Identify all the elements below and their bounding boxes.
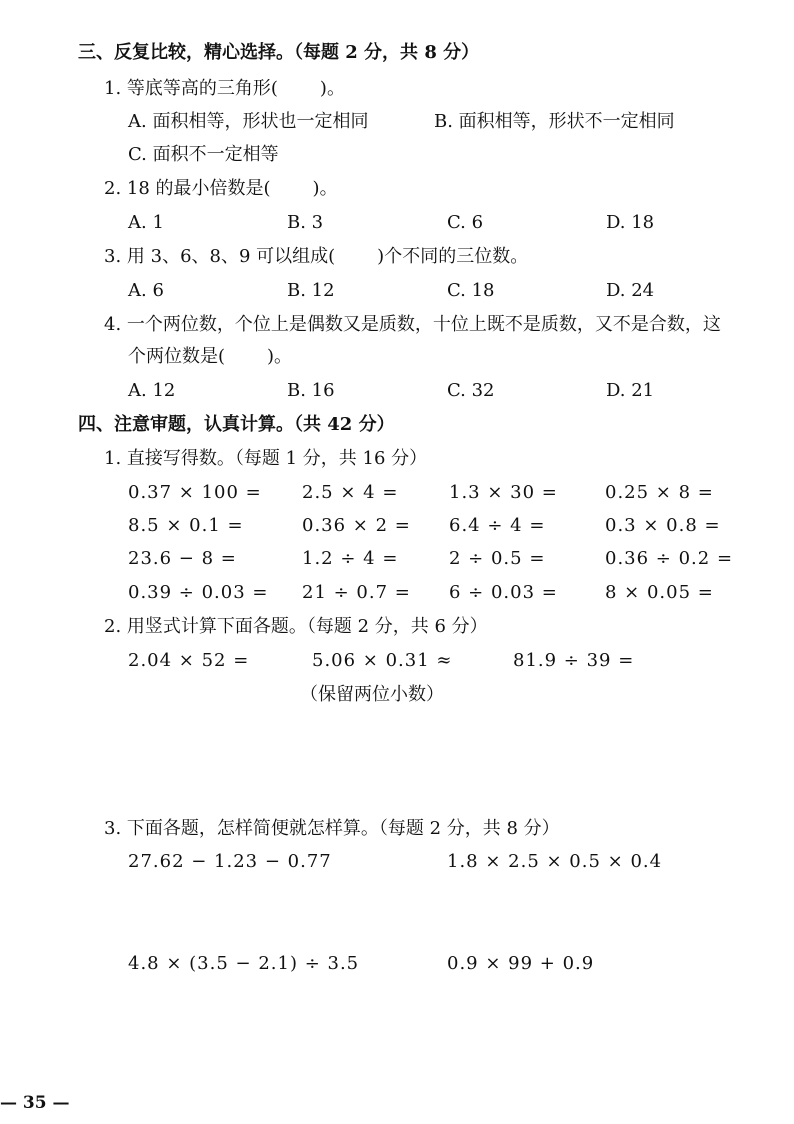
calc-r1-c2: 2.5 × 4 = — [302, 482, 399, 503]
calc-r3-c1: 23.6 − 8 = — [128, 548, 237, 569]
part3-title: 3. 下面各题，怎样简便就怎样算。（每题 2 分，共 8 分） — [104, 818, 560, 839]
calc-r2-c3: 6.4 ÷ 4 = — [449, 515, 546, 536]
calc-r4-c3: 6 ÷ 0.03 = — [449, 582, 558, 603]
q4-option-c: C. 32 — [447, 380, 495, 401]
vertical-calc-3: 81.9 ÷ 39 = — [513, 650, 635, 671]
calc-r1-c3: 1.3 × 30 = — [449, 482, 558, 503]
page-number: — 35 — — [0, 1093, 70, 1113]
calc-r4-c1: 0.39 ÷ 0.03 = — [128, 582, 269, 603]
calc-r2-c1: 8.5 × 0.1 = — [128, 515, 244, 536]
part1-title: 1. 直接写得数。（每题 1 分，共 16 分） — [104, 448, 428, 469]
simplify-calc-3: 4.8 × (3.5 − 2.1) ÷ 3.5 — [128, 953, 360, 974]
simplify-calc-2: 1.8 × 2.5 × 0.5 × 0.4 — [447, 851, 663, 872]
calc-r1-c4: 0.25 × 8 = — [605, 482, 714, 503]
q1-option-b: B. 面积相等，形状不一定相同 — [434, 111, 675, 132]
q2-stem: 2. 18 的最小倍数是( )。 — [104, 178, 338, 199]
q1-option-a: A. 面积相等，形状也一定相同 — [128, 111, 369, 132]
q4-stem-line1: 4. 一个两位数，个位上是偶数又是质数，十位上既不是质数，又不是合数，这 — [104, 314, 721, 335]
section4-title: 四、注意审题，认真计算。（共 42 分） — [78, 414, 395, 435]
calc-r4-c4: 8 × 0.05 = — [605, 582, 714, 603]
vertical-calc-1: 2.04 × 52 = — [128, 650, 250, 671]
q4-option-a: A. 12 — [128, 380, 176, 401]
q4-stem-line2: 个两位数是( )。 — [128, 346, 293, 367]
q2-option-b: B. 3 — [287, 212, 324, 233]
q2-option-c: C. 6 — [447, 212, 484, 233]
simplify-calc-4: 0.9 × 99 + 0.9 — [447, 953, 595, 974]
q1-option-c: C. 面积不一定相等 — [128, 144, 279, 165]
q4-option-d: D. 21 — [606, 380, 655, 401]
calc-r3-c3: 2 ÷ 0.5 = — [449, 548, 546, 569]
q3-option-d: D. 24 — [606, 280, 655, 301]
calc-r4-c2: 21 ÷ 0.7 = — [302, 582, 411, 603]
part2-title: 2. 用竖式计算下面各题。（每题 2 分，共 6 分） — [104, 616, 488, 637]
calc-r1-c1: 0.37 × 100 = — [128, 482, 262, 503]
q3-stem: 3. 用 3、6、8、9 可以组成( )个不同的三位数。 — [104, 246, 529, 267]
q1-stem: 1. 等底等高的三角形( )。 — [104, 78, 345, 99]
q3-option-c: C. 18 — [447, 280, 495, 301]
calc-r2-c2: 0.36 × 2 = — [302, 515, 411, 536]
section3-title: 三、反复比较，精心选择。（每题 2 分，共 8 分） — [78, 42, 480, 63]
vertical-calc-2: 5.06 × 0.31 ≈ — [312, 650, 453, 671]
q3-option-b: B. 12 — [287, 280, 335, 301]
calc-r3-c4: 0.36 ÷ 0.2 = — [605, 548, 734, 569]
simplify-calc-1: 27.62 − 1.23 − 0.77 — [128, 851, 332, 872]
rounding-note: （保留两位小数） — [300, 684, 444, 705]
calc-r3-c2: 1.2 ÷ 4 = — [302, 548, 399, 569]
q3-option-a: A. 6 — [128, 280, 164, 301]
q4-option-b: B. 16 — [287, 380, 335, 401]
q2-option-a: A. 1 — [128, 212, 164, 233]
q2-option-d: D. 18 — [606, 212, 655, 233]
calc-r2-c4: 0.3 × 0.8 = — [605, 515, 721, 536]
